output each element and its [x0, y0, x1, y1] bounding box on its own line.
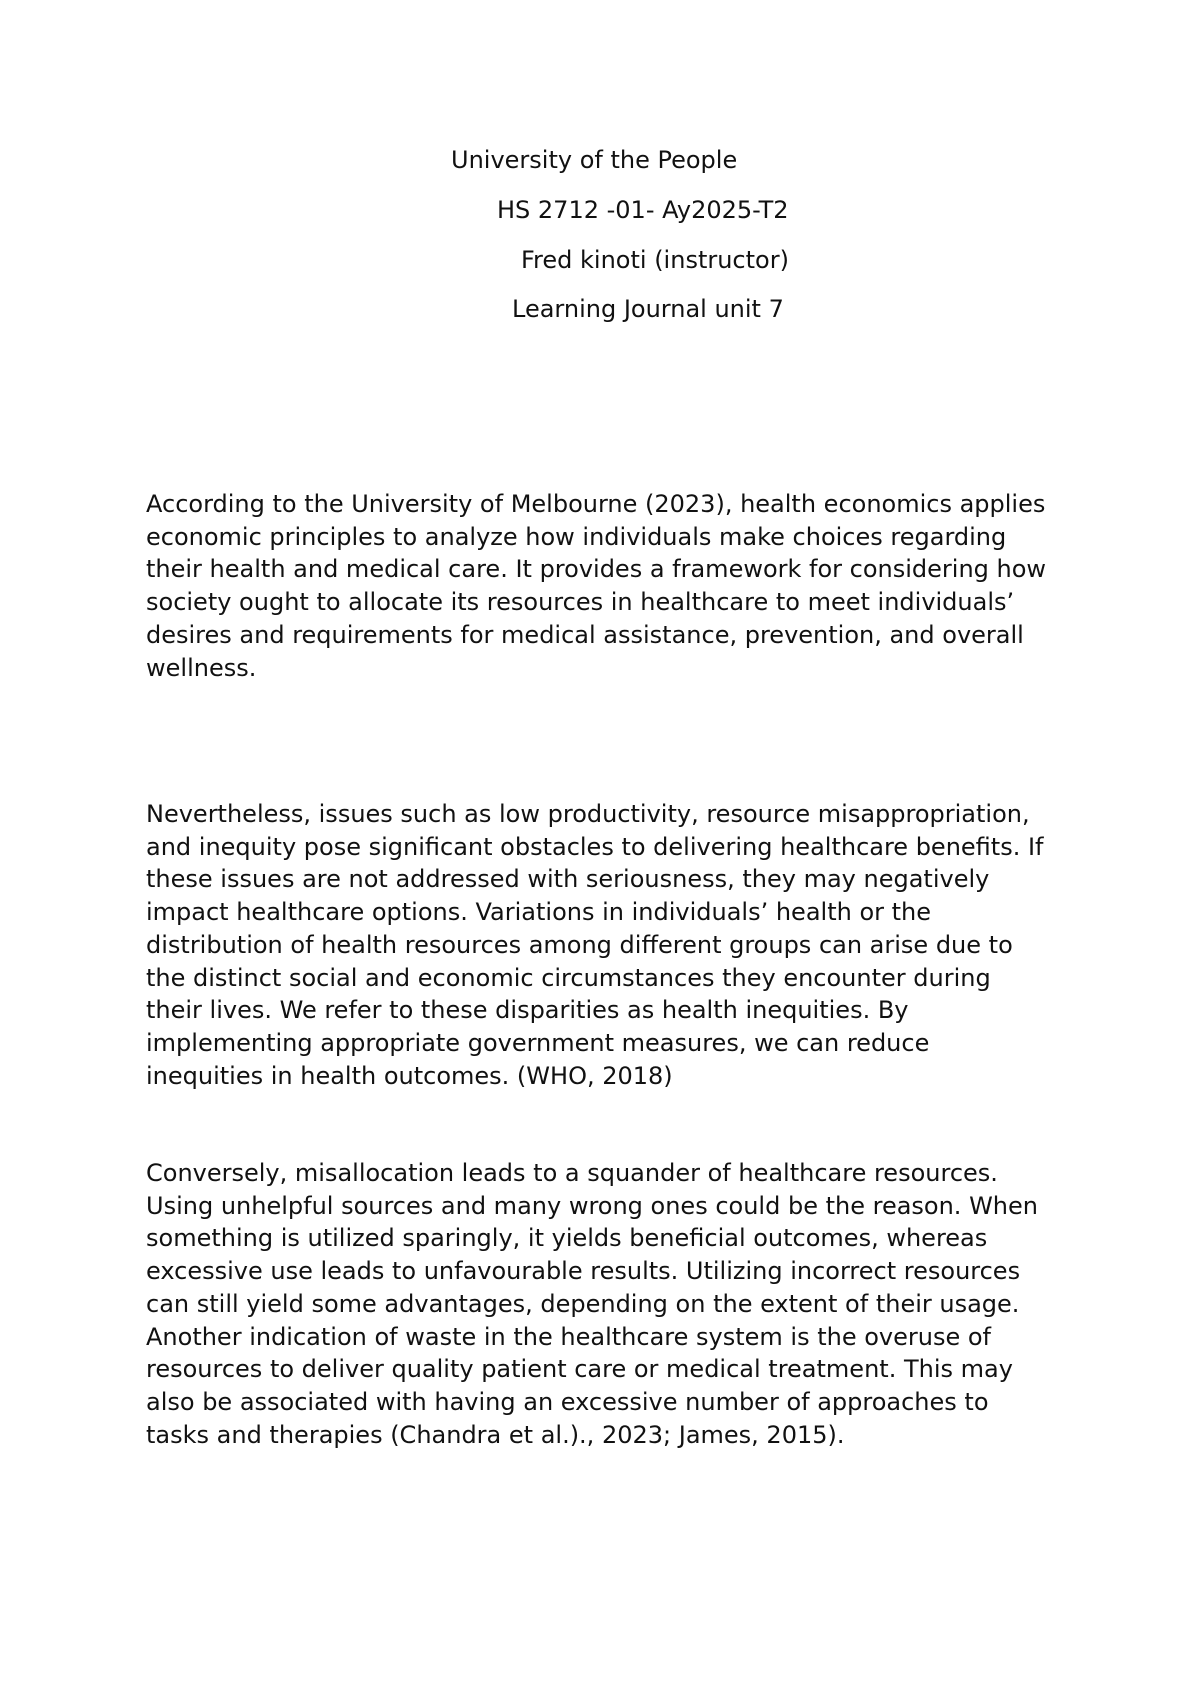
institution-name: University of the People: [451, 146, 738, 174]
paragraph-health-inequities: Nevertheless, issues such as low productivity, resource misappropriation, and inequity pose significant obstacles to delivering healthcare benefits. If these issues are not addressed with seriousness, they may negatively impact healthcare options. Variations in individuals’ health or the distribution of health resources among different groups can arise due to the distinct social and economic circumstances they encounter during their lives. We refer to these disparities as health inequities. By implementing appropriate government measures, we can reduce inequities in health outcomes. (WHO, 2018): [146, 800, 1044, 1090]
instructor-name: Fred kinoti (instructor): [521, 246, 789, 274]
assignment-title: Learning Journal unit 7: [512, 295, 784, 323]
course-code: HS 2712 -01- Ay2025-T2: [497, 196, 789, 224]
paragraph-health-economics: According to the University of Melbourne (2023), health economics applies economic principles to analyze how individuals make choices regarding their health and medical care. It provides a framework for considering how society ought to allocate its resources in healthcare to meet individuals’ desires and requirements for medical assistance, prevention, and overall wellness.: [146, 490, 1047, 682]
paragraph-misallocation: Conversely, misallocation leads to a squander of healthcare resources. Using unhelpful sources and many wrong ones could be the reason. When something is utilized sparingly, it yields beneficial outcomes, whereas excessive use leads to unfavourable results. Utilizing incorrect resources can still yield some advantages, depending on the extent of their usage. Another indication of waste in the healthcare system is the overuse of resources to deliver quality patient care or medical treatment. This may also be associated with having an excessive number of approaches to tasks and therapies (Chandra et al.)., 2023; James, 2015).: [146, 1159, 1038, 1449]
